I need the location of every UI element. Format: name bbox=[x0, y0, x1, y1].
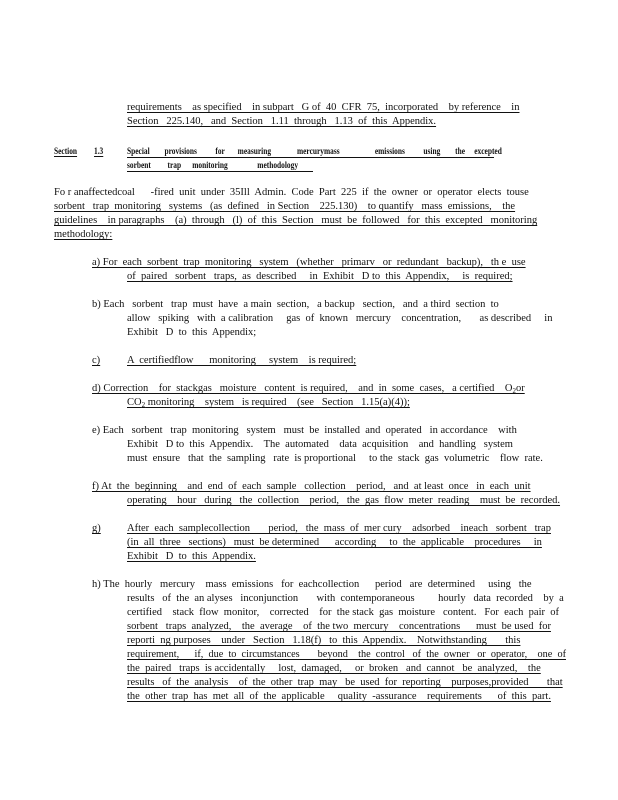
section-title-line-1: Special provisions for measuring mercurymass emissions using the excepted bbox=[127, 147, 502, 157]
item-a-line-2: of paired sorbent traps, as described in Exhibit D to this Appendix, is required; bbox=[127, 271, 513, 282]
item-a-text: a) For each sorbent trap monitoring system (whether primarv or redundant backup), th e use bbox=[92, 257, 526, 268]
section-title-rule-1 bbox=[127, 157, 494, 158]
item-f-line-1: f) At the beginning and end of each sample collection period, and at least once in each unit bbox=[92, 481, 531, 492]
top-paragraph-line-1: requirements as specified in subpart G of 40 CFR 75, incorporated by reference in bbox=[127, 102, 520, 113]
item-h-line-2: results of the an alyses inconjunction with contemporaneous hourly data recorded by a bbox=[127, 593, 564, 604]
item-g-line-1: After each samplecollection period, the mass of mer cury adsorbed ineach sorbent trap bbox=[127, 523, 551, 534]
item-d-co: CO bbox=[127, 397, 142, 408]
item-h-line-4: sorbent traps analyzed, the average of the two mercury concentrations must be used for bbox=[127, 621, 551, 632]
section-number: 1.3 bbox=[94, 147, 104, 157]
item-g-line-3: Exhibit D to this Appendix. bbox=[127, 551, 256, 562]
intro-line-4: methodology: bbox=[54, 229, 113, 240]
intro-line-2: sorbent trap monitoring systems (as defined in Section 225.130) to quantify mass emissions, the bbox=[54, 201, 516, 212]
item-d-line-2 bbox=[127, 396, 410, 410]
section-title-line-2: sorbent trap monitoring methodology bbox=[127, 161, 299, 171]
item-h-line-9: the other trap has met all of the applicable quality -assurance requirements of this part. bbox=[127, 691, 551, 702]
item-a-line-1 bbox=[92, 256, 526, 270]
item-h-line-5: reporti ng purposes under Section 1.18(f) to this Appendix. Notwithstanding this bbox=[127, 635, 521, 646]
section-label: Section bbox=[54, 147, 78, 157]
item-b-line-3: Exhibit D to this Appendix; bbox=[127, 327, 257, 338]
item-h-line-3: certified stack flow monitor, corrected for the stack gas moisture content. For each pair of bbox=[127, 607, 559, 618]
item-d-co2-subscript: 2 bbox=[141, 401, 146, 409]
item-h-line-8: results of the analysis of the other trap may be used for reporting purposes,provided that bbox=[127, 677, 563, 688]
item-d-or: or bbox=[515, 383, 525, 394]
item-c-label: c) bbox=[92, 355, 101, 366]
section-title-rule-2 bbox=[127, 171, 313, 172]
item-d-line-1 bbox=[92, 382, 525, 396]
intro-line-3: guidelines in paragraphs (a) through (l) of this Section must be followed for this excepted monitoring bbox=[54, 215, 538, 226]
item-f-line-2: operating hour during the collection period, the gas flow meter reading must be recorded. bbox=[127, 495, 561, 506]
item-g-line-2: (in all three sections) must be determined according to the applicable procedures in bbox=[127, 537, 542, 548]
item-h-line-1: h) The hourly mercury mass emissions for eachcollection period are determined using the bbox=[92, 579, 532, 590]
item-b-line-2: allow spiking with a calibration gas of known mercury concentration, as described in bbox=[127, 313, 553, 324]
item-h-line-6: requirement, if, due to circumstances beyond the control of the owner or operator, one of bbox=[127, 649, 567, 660]
intro-line-1: Fo r anaffectedcoal -fired unit under 35Ill Admin. Code Part 225 if the owner or operator elects touse bbox=[54, 187, 529, 198]
item-h-line-7: the paired traps is accidentally lost, damaged, or broken and cannot be analyzed, the bbox=[127, 663, 541, 674]
item-g-label: g) bbox=[92, 523, 101, 534]
item-e-line-3: must ensure that the sampling rate is proportional to the stack gas volumetric flow rate. bbox=[127, 453, 543, 464]
item-e-line-1: e) Each sorbent trap monitoring system must be installed and operated in accordance with bbox=[92, 425, 517, 436]
item-d-o2-subscript: 2 bbox=[512, 387, 516, 395]
top-paragraph-line-2: Section 225.140, and Section 1.11 through 1.13 of this Appendix. bbox=[127, 116, 437, 127]
item-d-text: d) Correction for stackgas moisture content is required, and in some cases, a certified O bbox=[92, 383, 513, 394]
item-b-line-1: b) Each sorbent trap must have a main section, a backup section, and a third section to bbox=[92, 299, 499, 310]
item-c-line-1: A certifiedflow monitoring system is required; bbox=[127, 355, 357, 366]
item-e-line-2: Exhibit D to this Appendix. The automated data acquisition and handling system bbox=[127, 439, 513, 450]
item-d-line-2-text: monitoring system is required (see Section 1.15(a)(4)); bbox=[145, 397, 410, 408]
